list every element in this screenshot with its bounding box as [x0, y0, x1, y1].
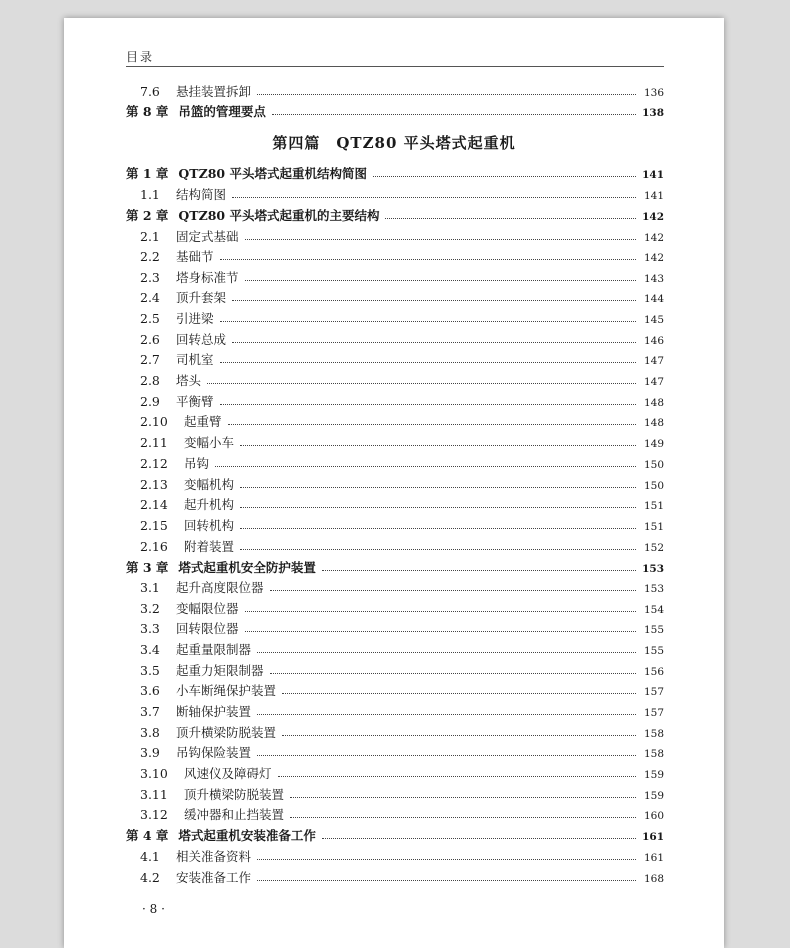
dot-leader: [385, 218, 636, 219]
dot-leader: [270, 590, 636, 591]
dot-leader: [220, 404, 636, 405]
document-page: [64, 18, 724, 948]
toc-entry-number: 2.2: [140, 248, 160, 264]
toc-entry: [126, 557, 664, 577]
toc-entry: [140, 867, 664, 887]
toc-entry: [140, 329, 664, 349]
dot-leader: [257, 755, 636, 756]
toc-entry-title: 吊钩保险装置: [176, 745, 252, 760]
dot-leader: [257, 94, 636, 95]
toc-entry-page: 146: [643, 335, 664, 347]
toc-entry-title: 平衡臂: [176, 394, 214, 409]
toc-entry: [140, 226, 664, 246]
toc-entry-page: 150: [643, 459, 664, 471]
toc-entry-number: 2.4: [140, 289, 160, 305]
dot-leader: [220, 321, 636, 322]
toc-entry-title: 风速仪及障碍灯: [184, 766, 272, 781]
toc-entry-page: 168: [643, 873, 664, 885]
toc-entry-number: 3.3: [140, 620, 160, 636]
toc-entry-title: 起重力矩限制器: [176, 663, 264, 678]
toc-entry-number: 3.8: [140, 724, 160, 740]
dot-leader: [232, 197, 636, 198]
dot-leader: [270, 673, 636, 674]
dot-leader: [322, 570, 636, 571]
toc-entry-page: 144: [643, 293, 664, 305]
toc-entry-title: 缓冲器和止挡装置: [184, 807, 285, 822]
dot-leader: [282, 735, 636, 736]
toc-entry-page: 158: [643, 728, 664, 740]
toc-entry-number: 2.11: [140, 434, 168, 450]
toc-entry-page: 151: [643, 521, 664, 533]
toc-entry-number: 3.11: [140, 786, 168, 802]
toc-entry-number: 3.10: [140, 765, 168, 781]
toc-entry: [126, 163, 664, 183]
toc-entry: [140, 660, 664, 680]
toc-entry-title: 起重臂: [184, 414, 222, 429]
toc-entry: [140, 349, 664, 369]
toc-entry: [140, 577, 664, 597]
toc-entry: [126, 825, 664, 845]
toc-entry-title: 塔身标准节: [176, 270, 239, 285]
toc-entry: [140, 411, 664, 431]
toc-entry-title: QTZ80 平头塔式起重机结构简图: [178, 166, 367, 181]
toc-entry-number: 3.1: [140, 579, 160, 595]
dot-leader: [245, 631, 636, 632]
toc-entry-title: 小车断绳保护装置: [176, 683, 277, 698]
toc-entry-page: 149: [643, 438, 664, 450]
toc-entry-title: 固定式基础: [176, 229, 239, 244]
toc-entry: [140, 639, 664, 659]
toc-entry-title: 吊钩: [184, 456, 210, 471]
toc-entry-title: 顶升套架: [176, 290, 227, 305]
toc-entry-page: 147: [643, 355, 664, 367]
toc-entry-page: 152: [643, 542, 664, 554]
toc-entry-page: 147: [643, 376, 664, 388]
toc-entry-title: QTZ80 平头塔式起重机的主要结构: [178, 208, 380, 223]
toc-entry-number: 2.16: [140, 538, 168, 554]
toc-entry-page: 151: [643, 500, 664, 512]
toc-entry-number: 2.12: [140, 455, 168, 471]
toc-entry-page: 138: [642, 107, 664, 119]
dot-leader: [240, 528, 636, 529]
dot-leader: [257, 859, 636, 860]
running-header: 目录: [126, 50, 155, 64]
toc-entry-number: 第 2 章: [126, 208, 169, 223]
toc-entry-title: 断轴保护装置: [176, 704, 252, 719]
toc-entry: [140, 536, 664, 556]
toc-entry-title: 塔式起重机安装准备工作: [178, 828, 316, 843]
toc-entry-title: 起重量限制器: [176, 642, 252, 657]
toc-entry: [140, 763, 664, 783]
toc-entry-number: 3.4: [140, 641, 160, 657]
dot-leader: [257, 880, 636, 881]
toc-entry: [140, 81, 664, 101]
dot-leader: [220, 259, 636, 260]
toc-entry-title: 司机室: [176, 352, 214, 367]
toc-entry-number: 2.5: [140, 310, 160, 326]
toc-entry-page: 141: [642, 169, 664, 181]
toc-entry: [140, 391, 664, 411]
toc-entry-number: 2.15: [140, 517, 168, 533]
dot-leader: [232, 342, 636, 343]
dot-leader: [282, 693, 636, 694]
toc-entry-number: 2.14: [140, 496, 168, 512]
toc-entry-number: 1.1: [140, 186, 160, 202]
toc-entry-page: 148: [643, 417, 664, 429]
toc-entry-page: 157: [643, 707, 664, 719]
toc-entry-title: 引进梁: [176, 311, 214, 326]
toc-entry-title: 吊篮的管理要点: [178, 104, 266, 119]
toc-entry-title: 塔式起重机安全防护装置: [178, 560, 316, 575]
toc-entry: [140, 701, 664, 721]
toc-entry-number: 2.8: [140, 372, 160, 388]
toc-entry-page: 143: [643, 273, 664, 285]
toc-entry-page: 153: [643, 583, 664, 595]
dot-leader: [245, 239, 636, 240]
toc-entry-title: 起升高度限位器: [176, 580, 264, 595]
toc-entry: [140, 246, 664, 266]
toc-entry-page: 159: [643, 790, 664, 802]
toc-entry-number: 3.9: [140, 744, 160, 760]
dot-leader: [257, 714, 636, 715]
toc-entry-title: 安装准备工作: [176, 870, 252, 885]
toc-entry-number: 3.7: [140, 703, 160, 719]
toc-entry: [140, 370, 664, 390]
toc-entry-page: 141: [643, 190, 664, 202]
toc-entry-title: 悬挂装置拆卸: [176, 84, 252, 99]
toc-entry-number: 7.6: [140, 83, 160, 99]
toc-entry-title: 附着装置: [184, 539, 235, 554]
toc-entry-title: 回转机构: [184, 518, 235, 533]
toc-entry: [140, 618, 664, 638]
dot-leader: [290, 797, 636, 798]
toc-entry-number: 第 3 章: [126, 560, 169, 575]
toc-entry-page: 155: [643, 624, 664, 636]
toc-entry: [140, 515, 664, 535]
toc-entry-number: 2.7: [140, 351, 160, 367]
dot-leader: [272, 114, 636, 115]
header-rule: [126, 66, 664, 67]
dot-leader: [240, 487, 636, 488]
dot-leader: [257, 652, 636, 653]
dot-leader: [322, 838, 636, 839]
toc-entry-page: 157: [643, 686, 664, 698]
toc-entry-page: 160: [643, 810, 664, 822]
toc-entry-page: 161: [642, 831, 664, 843]
toc-entry-number: 2.13: [140, 476, 168, 492]
toc-entry-page: 156: [643, 666, 664, 678]
toc-entry-title: 顶升横梁防脱装置: [184, 787, 285, 802]
toc-entry-number: 3.5: [140, 662, 160, 678]
toc-entry: [140, 287, 664, 307]
part-title: 第四篇 QTZ80 平头塔式起重机: [272, 134, 516, 152]
toc-entry-page: 161: [643, 852, 664, 864]
toc-entry-page: 155: [643, 645, 664, 657]
toc-entry: [140, 453, 664, 473]
toc-entry-title: 起升机构: [184, 497, 235, 512]
dot-leader: [228, 424, 636, 425]
dot-leader: [207, 383, 636, 384]
toc-entry: [140, 474, 664, 494]
toc-entry-number: 2.1: [140, 228, 160, 244]
toc-entry-title: 回转总成: [176, 332, 227, 347]
dot-leader: [373, 176, 636, 177]
toc-entry-page: 153: [642, 563, 664, 575]
toc-entry: [140, 432, 664, 452]
toc-entry-title: 变幅小车: [184, 435, 235, 450]
page-number-footer: · 8 ·: [142, 902, 165, 916]
toc-entry-number: 2.6: [140, 331, 160, 347]
toc-entry-page: 158: [643, 748, 664, 760]
toc-entry-number: 2.3: [140, 269, 160, 285]
dot-leader: [290, 817, 636, 818]
dot-leader: [240, 549, 636, 550]
dot-leader: [220, 362, 636, 363]
toc-entry-page: 150: [643, 480, 664, 492]
dot-leader: [215, 466, 636, 467]
dot-leader: [240, 507, 636, 508]
dot-leader: [240, 445, 636, 446]
toc-entry-title: 基础节: [176, 249, 214, 264]
toc-entry-number: 4.2: [140, 869, 160, 885]
toc-entry-number: 第 8 章: [126, 104, 169, 119]
toc-entry-title: 结构简图: [176, 187, 227, 202]
toc-entry: [140, 494, 664, 514]
toc-entry-title: 变幅机构: [184, 477, 235, 492]
dot-leader: [232, 300, 636, 301]
toc-entry-title: 顶升横梁防脱装置: [176, 725, 277, 740]
toc-entry-title: 相关准备资料: [176, 849, 252, 864]
toc-entry: [140, 267, 664, 287]
toc-entry-page: 148: [643, 397, 664, 409]
toc-entry-number: 第 1 章: [126, 166, 169, 181]
toc-entry-title: 塔头: [176, 373, 202, 388]
toc-entry-page: 159: [643, 769, 664, 781]
toc-entry: [140, 680, 664, 700]
toc-entry: [140, 308, 664, 328]
toc-entry-title: 变幅限位器: [176, 601, 239, 616]
toc-entry-number: 3.2: [140, 600, 160, 616]
toc-entry: [140, 742, 664, 762]
toc-entry-number: 3.12: [140, 806, 168, 822]
toc-entry-page: 145: [643, 314, 664, 326]
toc-entry: [140, 722, 664, 742]
toc-entry-page: 142: [643, 232, 664, 244]
toc-entry: [140, 804, 664, 824]
toc-entry-number: 3.6: [140, 682, 160, 698]
toc-entry-title: 回转限位器: [176, 621, 239, 636]
toc-entry-page: 142: [642, 211, 664, 223]
toc-entry: [140, 784, 664, 804]
toc-entry-number: 2.9: [140, 393, 160, 409]
toc-entry-number: 2.10: [140, 413, 168, 429]
toc-entry-page: 142: [643, 252, 664, 264]
toc-entry-number: 4.1: [140, 848, 160, 864]
toc-entry: [126, 205, 664, 225]
toc-entry-page: 136: [643, 87, 664, 99]
dot-leader: [278, 776, 636, 777]
toc-entry: [140, 598, 664, 618]
toc-entry-number: 第 4 章: [126, 828, 169, 843]
dot-leader: [245, 280, 636, 281]
toc-entry-page: 154: [643, 604, 664, 616]
toc-entry: [126, 101, 664, 121]
toc-entry: [140, 846, 664, 866]
toc-entry: [140, 184, 664, 204]
dot-leader: [245, 611, 636, 612]
